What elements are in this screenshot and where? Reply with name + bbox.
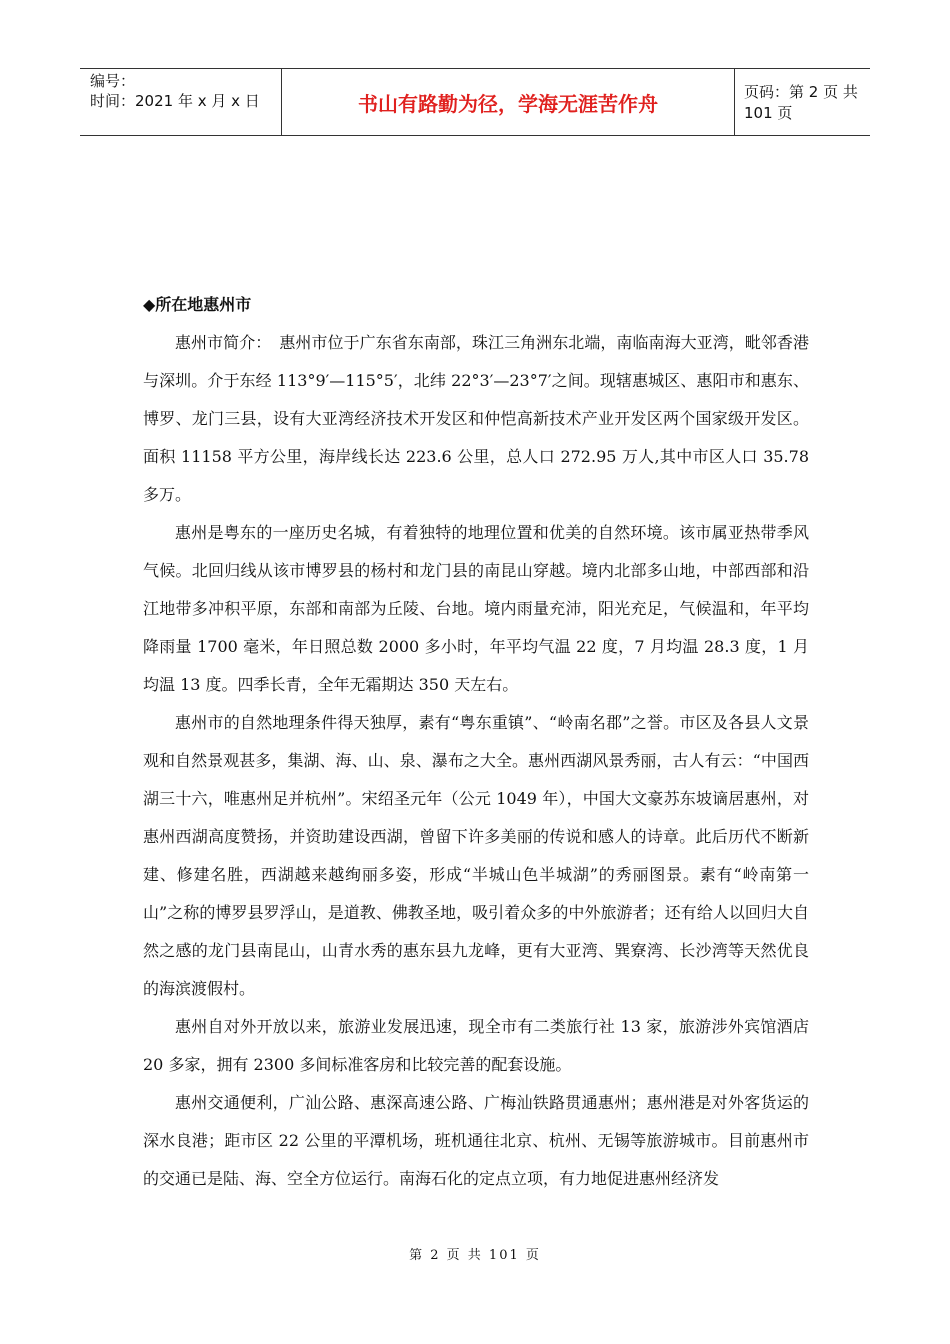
header-motto: 书山有路勤为径，学海无涯苦作舟 [282, 69, 735, 135]
document-number-label: 编号： [90, 72, 136, 90]
section-heading: ◆所在地惠州市 [143, 295, 252, 314]
paragraph: 惠州是粤东的一座历史名城，有着独特的地理位置和优美的自然环境。该市属亚热带季风气候。北回归线从该市博罗县的杨村和龙门县的南昆山穿越。境内北部多山地，中部西部和沿江地带多冲积平原，东部和南部为丘陵、台地。境内雨量充沛，阳光充足，气候温和，年平均降雨量 1700 毫米，年日照总数 2000 多小时，年平均气温 22 度，7 月均温 28.3 度，1 月均温 13 度。四季长青，全年无霜期达 350 天左右。 [143, 523, 809, 694]
paragraph: 惠州市的自然地理条件得天独厚，素有“粤东重镇”、“岭南名郡”之誉。市区及各县人文景观和自然景观甚多，集湖、海、山、泉、瀑布之大全。惠州西湖风景秀丽，古人有云：“中国西湖三十六，唯惠州足并杭州”。宋绍圣元年（公元 1049 年），中国大文豪苏东坡谪居惠州，对惠州西湖高度赞扬，并资助建设西湖，曾留下许多美丽的传说和感人的诗章。此后历代不断新建、修建名胜，西湖越来越绚丽多姿，形成“半城山色半城湖”的秀丽图景。素有“岭南第一山”之称的博罗县罗浮山，是道教、佛教圣地，吸引着众多的中外旅游者；还有给人以回归大自然之感的龙门县南昆山，山青水秀的惠东县九龙峰，更有大亚湾、巽寮湾、长沙湾等天然优良的海滨渡假村。 [143, 713, 809, 998]
document-body [143, 286, 809, 1198]
header-meta [80, 69, 282, 135]
header-page-info: 页码：第 2 页 共 101 页 [744, 83, 858, 122]
paragraph: 惠州交通便利，广汕公路、惠深高速公路、广梅汕铁路贯通惠州；惠州港是对外客货运的深水良港；距市区 22 公里的平潭机场，班机通往北京、杭州、无锡等旅游城市。目前惠州市的交通已是陆、海、空全方位运行。南海石化的定点立项，有力地促进惠州经济发 [143, 1093, 809, 1188]
paragraph: 惠州市简介： 惠州市位于广东省东南部，珠江三角洲东北端，南临南海大亚湾，毗邻香港与深圳。介于东经 113°9′—115°5′，北纬 22°3′—23°7′之间。现辖惠城区、惠阳市和惠东、博罗、龙门三县，设有大亚湾经济技术开发区和仲恺高新技术产业开发区两个国家级开发区。面积 11158 平方公里，海岸线长达 223.6 公里，总人口 272.95 万人,其中市区人口 35.78 多万。 [143, 333, 809, 504]
page-footer: 第 2 页 共 101 页 [409, 1248, 541, 1263]
document-date: 时间：2021 年 x 月 x 日 [90, 92, 260, 110]
page-header [80, 68, 870, 136]
paragraph: 惠州自对外开放以来，旅游业发展迅速，现全市有二类旅行社 13 家，旅游涉外宾馆酒店 20 多家，拥有 2300 多间标准客房和比较完善的配套设施。 [143, 1017, 809, 1074]
